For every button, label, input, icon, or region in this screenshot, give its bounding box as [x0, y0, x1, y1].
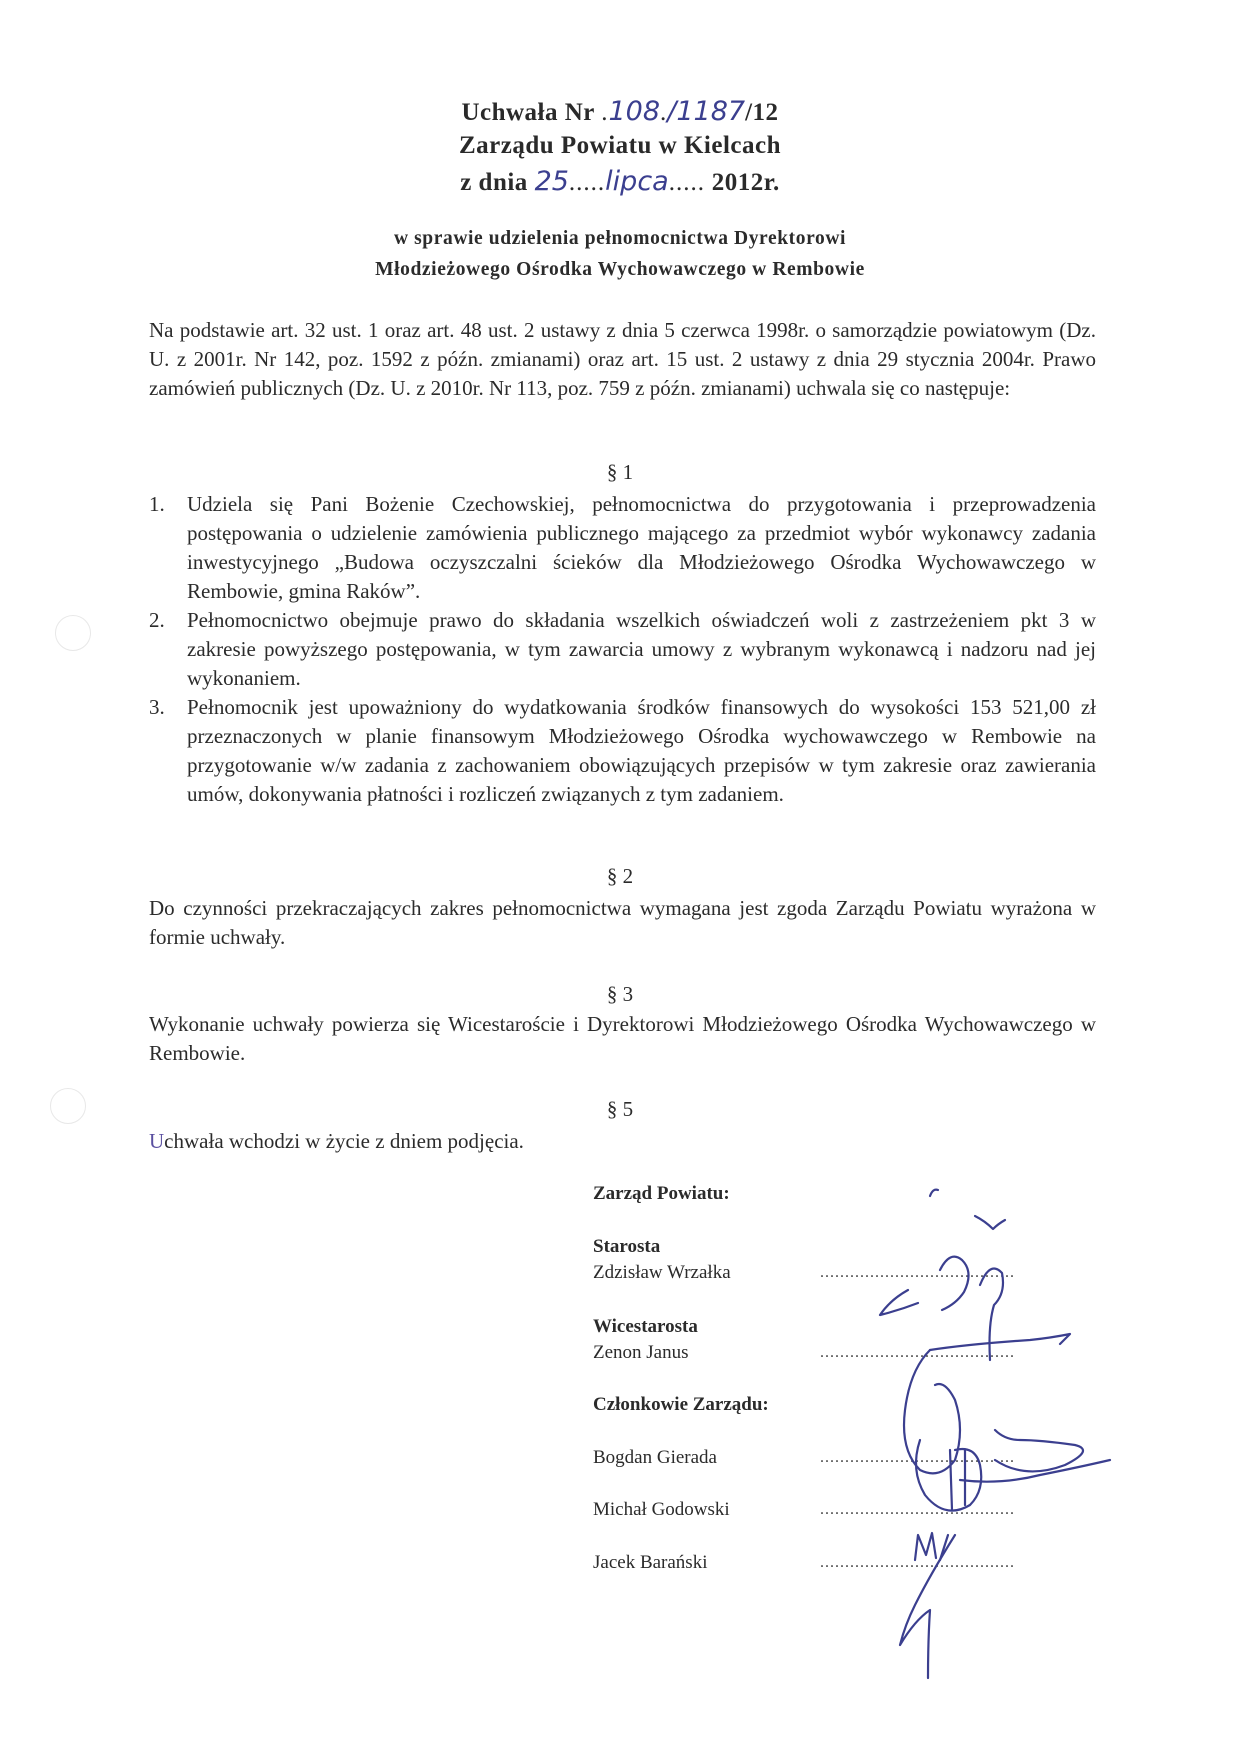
- section-2-sign: § 2: [606, 864, 634, 888]
- title-suffix: /12: [745, 99, 779, 126]
- list-item: [149, 606, 1096, 693]
- member-2-name: Michał Godowski: [593, 1499, 730, 1520]
- starosta-label: Starosta: [593, 1236, 661, 1257]
- section-5-text: [149, 1127, 1096, 1156]
- handwritten-month: lipca: [605, 166, 669, 197]
- item-text: Pełnomocnictwo obejmuje prawo do składania wszelkich oświadczeń woli z zastrzeżeniem pkt 3 w zakresie powyższego postępowania, w tym zawarcia umowy z wybranym wykonawcą i nadzoru nad jej wykonaniem.: [187, 608, 1096, 690]
- member-1-name: Bogdan Gierada: [593, 1447, 717, 1468]
- signature-stroke: [975, 1216, 1005, 1229]
- date-suffix: 2012r.: [711, 169, 780, 196]
- resolution-issuer: Zarządu Powiatu w Kielcach: [458, 132, 781, 159]
- section-5-sign: § 5: [606, 1097, 634, 1121]
- text-fragment: U: [149, 1129, 165, 1153]
- starosta-name: Zdzisław Wrzałka: [593, 1262, 731, 1283]
- resolution-date: z dnia 25.....lipca..... 2012r.: [460, 166, 780, 197]
- item-number: 2.: [149, 608, 165, 632]
- subject-line-2: Młodzieżowego Ośrodka Wychowawczego w Rembowie: [375, 259, 865, 280]
- punch-hole: [50, 1088, 86, 1124]
- handwritten-number: 108: [608, 96, 661, 127]
- item-number: 3.: [149, 695, 165, 719]
- preamble: Na podstawie art. 32 ust. 1 oraz art. 48 ust. 2 ustawy z dnia 5 czerwca 1998r. o samorządzie powiatowym (Dz. U. z 2001r. Nr 142, poz. 1592 z późn. zmianami) oraz art. 15 ust. 2 ustawy z dnia 29 stycznia 2004r. Prawo zamówień publicznych (Dz. U. z 2010r. Nr 113, poz. 759 z późn. zmianami) uchwala się co następuje:: [149, 318, 1096, 400]
- title-prefix: Uchwała Nr: [461, 99, 595, 126]
- section-1-list: [149, 490, 1096, 809]
- signature-line: .......................................: [820, 1501, 1015, 1518]
- item-text: Pełnomocnik jest upoważniony do wydatkowania środków finansowych do wysokości 153 521,00 zł przeznaczonych w planie finansowym Młodzieżowego Ośrodka wychowawczego w Rembowie na przygotowanie w/w zadania z zachowaniem obowiązujących przepisów w tym zakresie oraz zawierania umów, dokonywania płatności i rozliczeń związanych z tym zadaniem.: [187, 695, 1096, 806]
- section-3-sign: § 3: [606, 982, 634, 1006]
- members-label: Członkowie Zarządu:: [593, 1394, 769, 1415]
- section-3-text: Wykonanie uchwały powierza się Wicestaroście i Dyrektorowi Młodzieżowego Ośrodka Wychowawczego w Rembowie.: [149, 1012, 1096, 1065]
- wicestarosta-name: Zenon Janus: [593, 1342, 689, 1363]
- wicestarosta-label: Wicestarosta: [593, 1316, 698, 1337]
- handwritten-day: 25: [534, 166, 569, 197]
- handwritten-number-2: 1187: [676, 96, 746, 127]
- list-item: [149, 490, 1096, 606]
- subject-line-1: w sprawie udzielenia pełnomocnictwa Dyrektorowi: [393, 228, 847, 249]
- date-prefix: z dnia: [460, 169, 528, 196]
- signature-line: .......................................: [820, 1344, 1015, 1361]
- section-2-text: Do czynności przekraczających zakres pełnomocnictwa wymagana jest zgoda Zarządu Powiatu wyrażona w formie uchwały.: [149, 896, 1096, 949]
- item-number: 1.: [149, 492, 165, 516]
- text-fragment: chwała: [164, 1129, 224, 1153]
- list-item: [149, 693, 1096, 809]
- item-text: Udziela się Pani Bożenie Czechowskiej, pełnomocnictwa do przygotowania i przeprowadzenia postępowania o udzielenie zamówienia publicznego mającego za przedmiot wybór wykonawcy zadania inwestycyjnego „Budowa oczyszczalni ścieków dla Młodzieżowego Ośrodka Wychowawczego w Rembowie, gmina Raków”.: [187, 492, 1096, 603]
- signature-stroke: [930, 1190, 938, 1196]
- member-3-name: Jacek Barański: [593, 1552, 708, 1573]
- text-fragment: wchodzi w życie z dniem podjęcia.: [223, 1129, 524, 1153]
- punch-hole: [55, 615, 91, 651]
- signature-line: .......................................: [820, 1554, 1015, 1571]
- signature-line: .......................................: [820, 1264, 1015, 1281]
- resolution-title: Uchwała Nr .108./1187/12: [461, 96, 779, 127]
- signature-line: .......................................: [820, 1449, 1015, 1466]
- handwritten-separator: /: [667, 96, 677, 127]
- board-label: Zarząd Powiatu:: [593, 1183, 730, 1204]
- section-1-sign: § 1: [606, 460, 634, 484]
